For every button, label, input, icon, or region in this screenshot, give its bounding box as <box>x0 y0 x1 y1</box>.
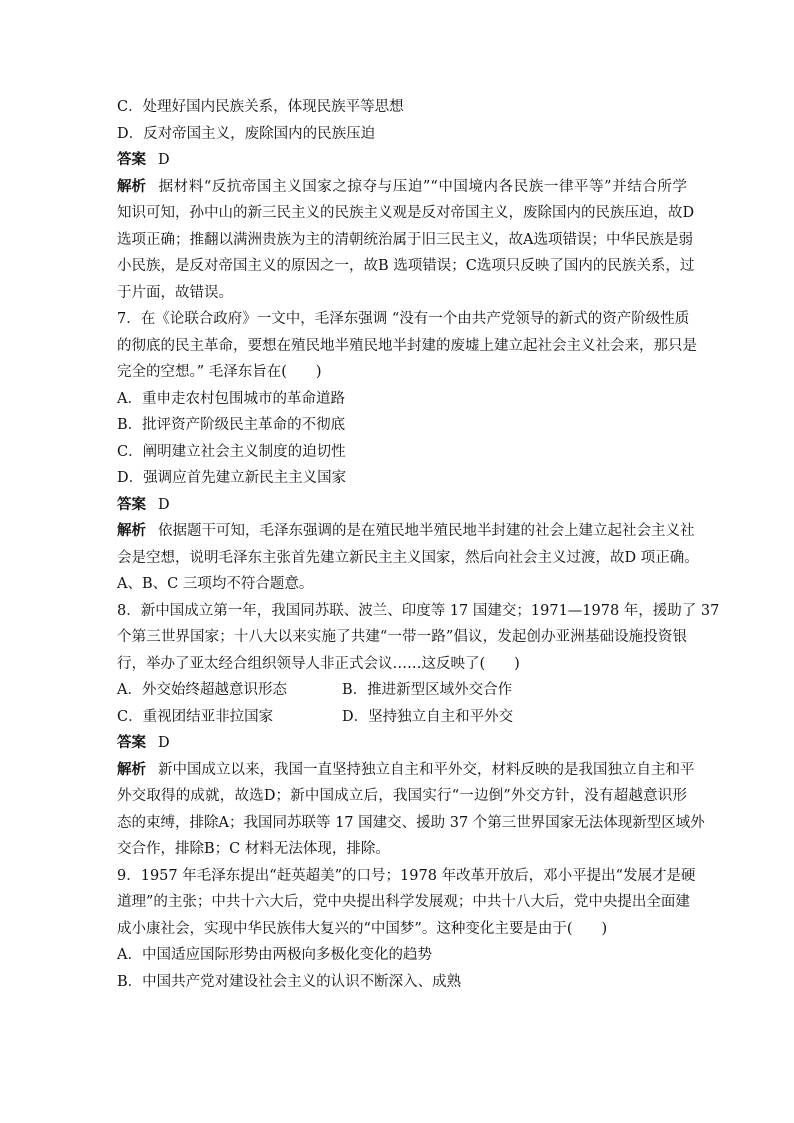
q8-analysis-line <box>117 757 695 784</box>
q8-stem-line: 个第三世界国家；十八大以来实施了共建“一带一路”倡议，发起创办亚洲基础设施投资银 <box>117 629 687 645</box>
analysis-label: 解析 <box>117 522 146 539</box>
q8-options-row <box>117 704 687 731</box>
answer-label: 答案 <box>117 151 146 168</box>
q8-option-d: D．坚持独立自主和平外交 <box>342 708 514 725</box>
q9-stem-line: 道理”的主张；中共十六大后，党中央提出科学发展观；中共十八大后，党中央提出全面建 <box>117 894 690 910</box>
q7-stem-line: 完全的空想。” 毛泽东旨在( ) <box>117 364 322 380</box>
q7-stem-line: 7．在《论联合政府》一文中，毛泽东强调 “没有一个由共产党领导的新式的资产阶级性质 <box>117 311 690 327</box>
q7-analysis-line <box>117 518 695 545</box>
q8-analysis-line: 态的束缚，排除A；我国同苏联等 17 国建交、援助 37 个第三世界国家无法体现新型区域外 <box>117 814 705 831</box>
q9-option-b: B．中国共产党对建设社会主义的认识不断深入、成熟 <box>117 973 462 990</box>
q6-analysis-line: 于片面，故错误。 <box>117 284 233 301</box>
answer-value: D <box>158 496 170 513</box>
q8-option-a: A．外交始终超越意识形态 <box>117 682 287 698</box>
q7-option-a: A．重申走农村包围城市的革命道路 <box>117 390 345 407</box>
q8-option-c: C．重视团结亚非拉国家 <box>117 708 274 725</box>
q8-analysis-line: 外交取得的成就，故选D；新中国成立后，我国实行“一边倒”外交方针，没有超越意识形 <box>117 788 687 804</box>
q7-analysis-line: 会是空想，说明毛泽东主张首先建立新民主主义国家，然后向社会主义过渡，故D 项正确。 <box>117 549 699 566</box>
analysis-text: 据材料“反抗帝国主义国家之掠夺与压迫”“中国境内各民族一律平等”并结合所学 <box>158 178 687 195</box>
q6-analysis-line: 知识可知，孙中山的新三民主义的民族主义观是反对帝国主义，废除国内的民族压迫，故D <box>117 205 695 221</box>
q8-stem-line: 8．新中国成立第一年，我国同苏联、波兰、印度等 17 国建交；1971—1978 年，援助了 37 <box>117 602 720 619</box>
document-body <box>117 94 720 995</box>
q8-option-b: B．推进新型区域外交合作 <box>342 682 513 698</box>
q6-analysis-line: 小民族，是反对帝国主义的原因之一，故B 选项错误；C选项只反映了国内的民族关系，过 <box>117 258 695 274</box>
q7-option-d: D．强调应首先建立新民主主义国家 <box>117 470 347 486</box>
q6-answer <box>117 147 687 174</box>
q6-option-d: D．反对帝国主义，废除国内的民族压迫 <box>117 125 376 142</box>
q6-analysis-line: 选项正确；推翻以满洲贵族为主的清朝统治属于旧三民主义，故A选项错误；中华民族是弱 <box>117 231 693 248</box>
q7-analysis-line: A、B、C 三项均不符合题意。 <box>117 576 314 592</box>
analysis-text: 依据题干可知，毛泽东强调的是在殖民地半殖民地半封建的社会上建立起社会主义社 <box>158 523 695 539</box>
q9-stem-line: 成小康社会，实现中华民族伟大复兴的“中国梦”。这种变化主要是由于( ) <box>117 920 608 937</box>
q9-option-a: A．中国适应国际形势由两极向多极化变化的趋势 <box>117 947 432 963</box>
q6-analysis-line <box>117 174 687 201</box>
q7-answer <box>117 492 687 519</box>
q8-stem-line: 行，举办了亚太经合组织领导人非正式会议……这反映了( ) <box>117 655 520 672</box>
answer-label: 答案 <box>117 495 146 513</box>
analysis-label: 解析 <box>117 760 146 778</box>
q8-answer <box>117 730 687 757</box>
answer-label: 答案 <box>117 734 146 751</box>
q7-stem-line: 的彻底的民主革命，要想在殖民地半殖民地半封建的废墟上建立起社会主义社会来，那只是 <box>117 337 697 354</box>
q6-option-c: C．处理好国内民族关系，体现民族平等思想 <box>117 99 404 115</box>
q9-stem-line: 9．1957 年毛泽东提出“赶英超美”的口号；1978 年改革开放后，邓小平提出“发展才是硬 <box>117 867 696 884</box>
q8-analysis-line: 交合作，排除B；C 材料无法体现，排除。 <box>117 841 390 857</box>
answer-value: D <box>158 152 170 168</box>
q8-options-row <box>117 677 687 704</box>
analysis-text: 新中国成立以来，我国一直坚持独立自主和平外交，材料反映的是我国独立自主和平 <box>158 761 695 778</box>
q7-option-b: B．批评资产阶级民主革命的不彻底 <box>117 417 346 433</box>
q7-option-c: C．阐明建立社会主义制度的迫切性 <box>117 443 346 460</box>
analysis-label: 解析 <box>117 177 146 195</box>
answer-value: D <box>158 735 170 751</box>
